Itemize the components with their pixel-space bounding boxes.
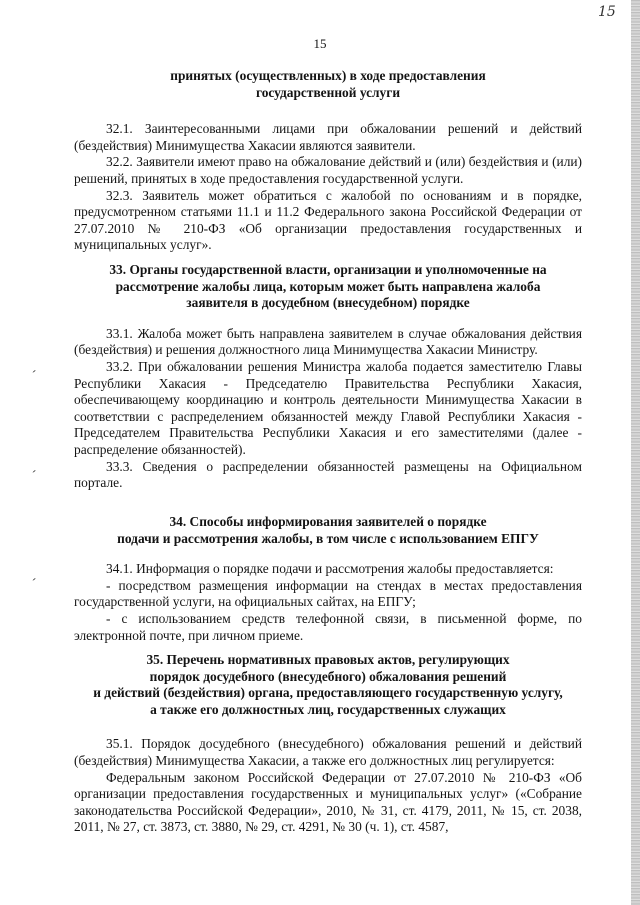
paragraph-33-2: 33.2. При обжаловании решения Министра жалоба подается заместителю Главы Республики Хакасия - Председателю Правительства Республики Хакасия, обеспечивающему координацию и контроль деятельности Минимущества Хакасии в соответствии с распределением обязанностей между Главой Республики Хакасия - Председателем Правительства Республики Хакасия и его заместителями (далее - распределение обязанностей). (74, 358, 582, 457)
section-35-heading: 35. Перечень нормативных правовых актов, регулирующих порядок досудебного (внесудебного) обжалования решений и действий (бездействия) органа, предоставляющего государственную услугу, а также его должностных лиц, государственных служащих (93, 652, 563, 717)
paragraph-32-2: 32.2. Заявители имеют право на обжалование действий и (или) бездействия и (или) решений, принятых в ходе предоставления государственной услуги. (74, 154, 582, 186)
section-32-heading: принятых (осуществленных) в ходе предоставления государственной услуги (170, 68, 486, 100)
section-32 (74, 68, 582, 254)
paragraph-32-3: 32.3. Заявитель может обратиться с жалобой по основаниям и в порядке, предусмотренном статьями 11.1 и 11.2 Федерального закона Российской Федерации от 27.07.2010 № 210-ФЗ «Об организации предоставления государственных и муниципальных услуг». (74, 187, 582, 253)
handwritten-page-number: 15 (598, 4, 616, 20)
paragraph-34-2: - посредством размещения информации на стендах в местах предоставления государственной услуги, на официальных сайтах, на ЕПГУ; (74, 577, 582, 610)
paragraph-35-2: Федеральным законом Российской Федерации от 27.07.2010 № 210-ФЗ «Об организации предоставления государственных и муниципальных услуг» («Собрание законодательства Российской Федерации», 2010, № 31, ст. 4179, 2011, № 15, ст. 2038, 2011, № 27, ст. 3873, ст. 3880, № 29, ст. 4291, № 30 (ч. 1), ст. 4587, (74, 769, 582, 835)
section-35 (74, 652, 582, 836)
margin-check-mark: ˏ (32, 358, 37, 373)
section-34 (74, 514, 582, 644)
section-34-heading: 34. Способы информирования заявителей о порядке подачи и рассмотрения жалобы, в том числе с использованием ЕПГУ (117, 514, 539, 546)
paragraph-34-3: - с использованием средств телефонной связи, в письменной форме, по электронной почте, при личном приеме. (74, 610, 582, 643)
paragraph-33-3: 33.3. Сведения о распределении обязанностей размещены на Официальном портале. (74, 458, 582, 491)
page-number: 15 (313, 36, 327, 51)
paragraph-34-1: 34.1. Информация о порядке подачи и рассмотрения жалобы предоставляется: (106, 561, 554, 577)
paragraph-35-1: 35.1. Порядок досудебного (внесудебного) обжалования решений и действий (бездействия) Минимущества Хакасии, а также его должностных лиц регулируется: (74, 736, 582, 768)
scan-edge-shadow (631, 0, 640, 905)
paragraph-33-1: 33.1. Жалоба может быть направлена заявителем в случае обжалования действия (бездействия) и решения должностного лица Минимущества Хакасии Министру. (74, 325, 582, 358)
margin-check-mark: ˏ (32, 458, 37, 473)
paragraph-32-1: 32.1. Заинтересованными лицами при обжаловании решений и действий (бездействия) Минимущества Хакасии являются заявители. (74, 121, 582, 153)
section-33 (74, 262, 582, 492)
margin-check-mark: ˏ (32, 566, 37, 581)
section-33-heading: 33. Органы государственной власти, организации и уполномоченные на рассмотрение жалобы лица, которым может быть направлена жалоба заявителя в досудебном (внесудебном) порядке (109, 262, 547, 311)
